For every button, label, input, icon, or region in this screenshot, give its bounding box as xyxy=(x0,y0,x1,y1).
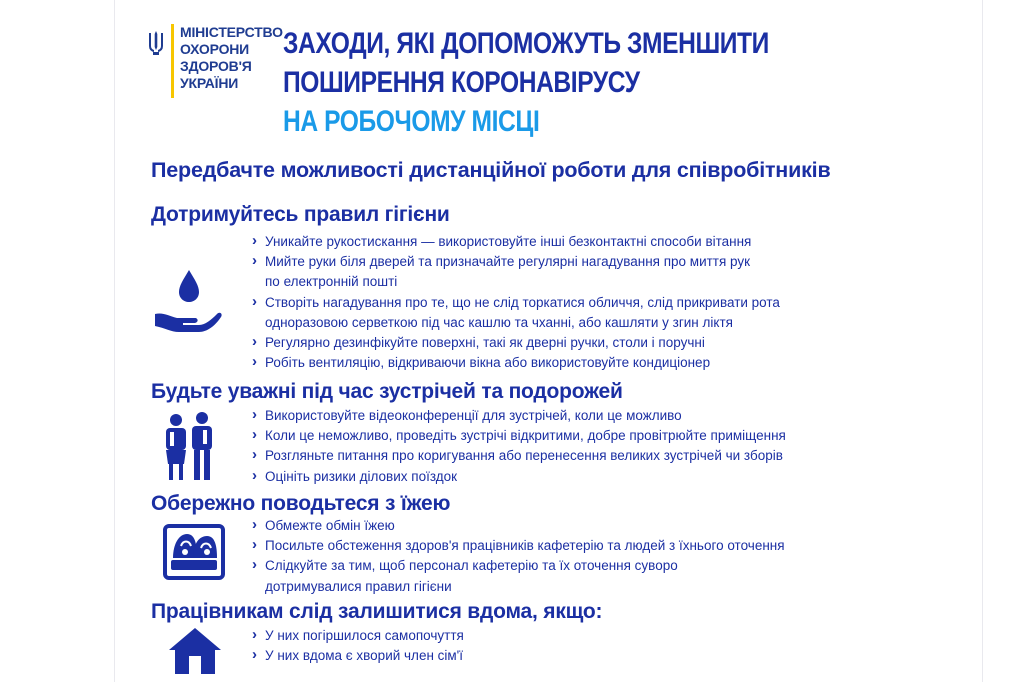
list-item xyxy=(252,353,780,373)
ministry-name-line: МІНІСТЕРСТВО xyxy=(180,24,283,40)
list-item-text: Робіть вентиляцію, відкриваючи вікна або використовуйте кондиціонер xyxy=(265,355,711,371)
house-icon xyxy=(167,626,223,676)
list-item-text: Коли це неможливо, проведіть зустрічі відкритими, добре провітрюйте приміщення xyxy=(265,428,786,444)
list-item-text: У них вдома є хворий член сім'ї xyxy=(265,648,464,664)
ministry-name-line: ОХОРОНИ xyxy=(180,41,250,57)
list-item xyxy=(252,556,785,596)
hand-water-drop-icon xyxy=(153,266,225,338)
list-item xyxy=(252,536,785,556)
list-item xyxy=(252,232,780,252)
list-item-text: Використовуйте відеоконференції для зустрічей, коли це можливо xyxy=(265,408,682,423)
section-heading-hygiene: Дотримуйтесь правил гігієни xyxy=(151,203,450,226)
list-item xyxy=(252,516,785,536)
title-line-2: ПОШИРЕННЯ КОРОНАВІРУСУ xyxy=(283,66,640,99)
stay-home-list xyxy=(252,626,464,666)
list-item xyxy=(252,446,786,466)
section-heading-food: Обережно поводьтеся з їжею xyxy=(151,492,451,515)
trident-icon xyxy=(148,30,164,56)
page-edge-left xyxy=(114,0,123,682)
logo-flag-bar xyxy=(171,24,174,98)
list-item-text: Посильте обстеження здоров'я працівників кафетерію та людей з їхнього оточення xyxy=(265,538,785,554)
list-item-text: Розгляньте питання про коригування або перенесення великих зустрічей чи зборів xyxy=(265,448,783,464)
list-item-text: Уникайте рукостискання — використовуйте інші безконтактні способи вітання xyxy=(265,234,752,249)
list-item xyxy=(252,252,780,292)
list-item-text-cont: одноразовою серветкою під час кашлю та чханні, або кашляти у згин ліктя xyxy=(265,314,733,330)
list-item xyxy=(252,626,464,646)
list-item xyxy=(252,333,780,353)
ministry-name xyxy=(180,24,283,92)
list-item xyxy=(252,467,786,487)
meetings-list xyxy=(252,406,786,487)
page-edge-right xyxy=(982,0,991,682)
list-item-text-cont: по електронній пошті xyxy=(265,274,398,290)
section-heading-stay-home: Працівникам слід залишитися вдома, якщо: xyxy=(151,600,603,623)
list-item-text: Слідкуйте за тим, щоб персонал кафетерію та їх оточення суворо xyxy=(265,558,678,574)
ministry-name-line: УКРАЇНИ xyxy=(180,75,239,91)
list-item-text: У них погіршилося самопочуття xyxy=(265,628,464,643)
ministry-name-line: ЗДОРОВ'Я xyxy=(180,58,252,74)
list-item-text: Обмежте обмін їжею xyxy=(265,518,395,533)
title-line-3: НА РОБОЧОМУ МІСЦІ xyxy=(283,105,540,138)
list-item-text: Мийте руки біля дверей та призначайте регулярні нагадування про миття рук xyxy=(265,254,751,270)
travelers-icon xyxy=(159,412,219,482)
page-title xyxy=(283,24,769,141)
list-item-text: Створіть нагадування про те, що не слід торкатися обличчя, слід прикривати рота xyxy=(265,294,780,310)
hygiene-list xyxy=(252,232,780,373)
list-item-text-cont: дотримувалися правил гігієни xyxy=(265,578,452,594)
title-line-1: ЗАХОДИ, ЯКІ ДОПОМОЖУТЬ ЗМЕНШИТИ xyxy=(283,27,769,60)
list-item-text: Оцініть ризики ділових поїздок xyxy=(265,468,458,484)
food-list xyxy=(252,516,785,597)
list-item-text: Регулярно дезинфікуйте поверхні, такі як дверні ручки, столи і поручні xyxy=(265,335,705,351)
list-item xyxy=(252,646,464,666)
section-heading-meetings: Будьте уважні під час зустрічей та подорожей xyxy=(151,380,623,403)
list-item xyxy=(252,293,780,333)
list-item xyxy=(252,406,786,426)
remote-work-heading: Передбачте можливості дистанційної роботи для співробітників xyxy=(151,158,831,182)
food-tray-icon xyxy=(163,522,225,582)
list-item xyxy=(252,426,786,446)
